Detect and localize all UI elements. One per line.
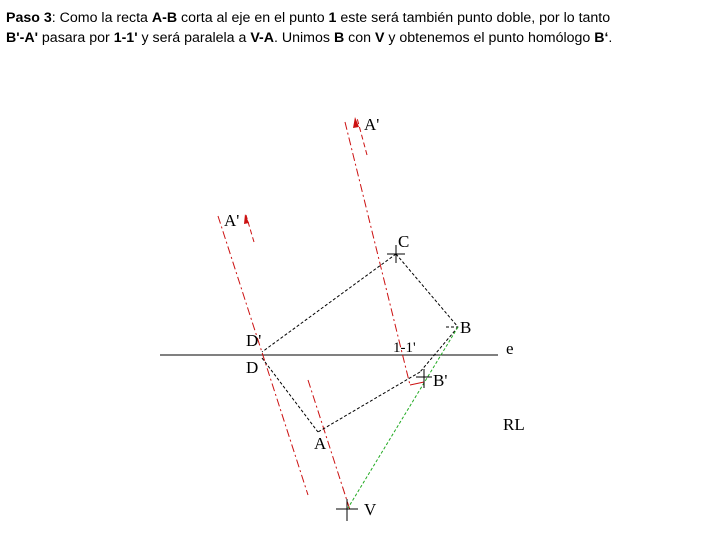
line-c-b	[396, 254, 458, 327]
caption-segment: V	[374, 30, 385, 46]
caption-segment: V-A	[250, 30, 275, 46]
caption-segment: pasara por	[37, 30, 114, 46]
caption-segment: este será también punto doble, por lo tanto	[336, 10, 611, 26]
label-b-prime: B'	[433, 371, 448, 390]
cross-b-prime-icon	[416, 369, 432, 388]
label-v: V	[364, 500, 377, 519]
label-d-prime: D'	[246, 331, 262, 350]
construction-lines	[262, 254, 458, 432]
caption-segment: B'-A'	[6, 30, 38, 46]
line-b-one	[420, 327, 458, 372]
caption-segment: 1	[328, 10, 337, 26]
caption-segment: 1-1'	[113, 30, 138, 46]
caption-segment: B‘	[594, 30, 609, 46]
label-c: C	[398, 232, 410, 251]
label-e: e	[506, 339, 514, 358]
caption-segment: corta al eje en el punto	[177, 10, 329, 26]
label-a: A	[314, 434, 327, 453]
caption-segment: y obtenemos el punto homólogo	[384, 30, 595, 46]
label-d: D	[246, 358, 259, 377]
arrow-a-prime-left-icon	[244, 214, 254, 242]
caption-segment: A-B	[151, 10, 178, 26]
caption-segment: Paso 3	[6, 10, 52, 26]
caption-segment: B	[333, 30, 345, 46]
caption-segment: : Como la recta	[51, 10, 152, 26]
label-b: B	[460, 318, 472, 337]
line-b-prime-a-prime	[410, 382, 424, 385]
caption-segment: y será paralela a	[137, 30, 251, 46]
cross-v-icon	[336, 499, 358, 521]
caption-segment: con	[344, 30, 375, 46]
caption-segment: . Unimos	[274, 30, 334, 46]
line-c-d-prime	[262, 254, 396, 352]
label-rl: RL	[503, 415, 525, 434]
line-one-a	[318, 372, 420, 432]
label-one-one-prime: 1-1'	[393, 340, 416, 356]
label-a-prime-top: A'	[364, 115, 380, 134]
caption-segment: .	[608, 30, 613, 46]
line-d-a	[262, 358, 318, 432]
label-a-prime-left: A'	[224, 211, 240, 230]
